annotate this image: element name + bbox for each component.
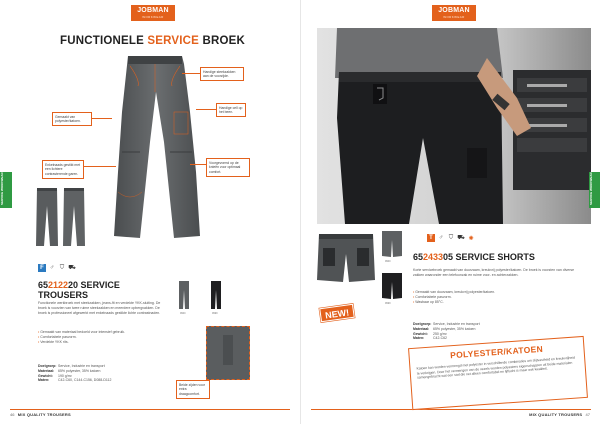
fabric-detail-image — [206, 326, 250, 380]
thumb-black — [210, 280, 222, 310]
list-item: • Wasbaar op 85°C. — [413, 300, 583, 305]
annotation-knees: Voorgevormd op de knieën voor optimaal comfort. — [206, 158, 250, 177]
male-icon: ♂ — [438, 235, 444, 241]
thumb-grey — [178, 280, 190, 310]
wash-temp-icon: ⛟ — [68, 265, 76, 271]
care-icons-left — [38, 264, 76, 272]
leader-line — [196, 109, 216, 110]
care-icons-right — [427, 234, 475, 242]
product-description-trousers: Functionele werkbroek met steekzakken, jeans-fit en verdekte YKK-sluiting. De broek is voorzien van twee ruime steekzakken en meerdere opbergvakken. De broek is professioneel afgewerkt met enkelnaads gestikte lichte contrastnaden. — [38, 301, 161, 315]
product-code-shorts: 65243305 SERVICE SHORTS — [413, 252, 535, 262]
type-icon: T — [427, 234, 435, 242]
page-number: 47 — [585, 412, 590, 417]
side-tab-left: SERVICE WORKWEAR — [0, 172, 12, 208]
callout-text: Katoen kan worden vermengd met polyester in verschillende combinaties om slijtvastheid en kreukvrijheid te verkrijgen. Door het vermengen van de vezels worden polyesters eigenschappen uit beide materialen samengebracht wat een stof die net alleen comfortabel en lijflucht is maar ook kwaliteit. — [416, 355, 575, 380]
callout-title: POLYESTER/KATOEN — [449, 343, 544, 361]
feature-list-shorts — [413, 290, 583, 304]
leader-line — [92, 118, 112, 119]
worker-photo — [317, 28, 591, 224]
feature-list-trousers — [38, 330, 168, 344]
fit-icon: F — [38, 264, 46, 272]
annotation-material: Gemaakt van polyester/katoen. — [52, 112, 92, 126]
trousers-main-image — [100, 52, 210, 242]
footer-right — [529, 412, 590, 417]
annotation-cell-pocket: Handige cell op het been. — [216, 103, 246, 117]
hi-vis-icon: ✺ — [468, 235, 474, 242]
list-item: • Comfortabele pasvorm. — [38, 335, 168, 340]
product-description-shorts: Korte servicebroek gemaakt van duurzaam, kreukvrij polyester/katoen. De broek is voorzien van diverse zakken waaronder een telefoonzak en ruime voor- en achterzakken. — [413, 268, 575, 277]
jobman-logo: JOBMAN WORKWEAR — [432, 5, 476, 21]
wash-temp-icon: ⛟ — [457, 235, 465, 241]
shorts-thumb-grey — [381, 230, 403, 258]
product-code-trousers: 65212220 SERVICE TROUSERS — [38, 280, 120, 300]
list-item: • Gemaakt van duurzaam, kreukvrij polyester/katoen. — [413, 290, 583, 295]
footer-left — [10, 412, 71, 417]
annotation-detail: Beide zijden voor extra draagcomfort. — [176, 380, 210, 399]
footer-title: MIX QUALITY TROUSERS — [529, 412, 583, 417]
leader-line — [182, 73, 200, 74]
polyester-katoen-callout — [408, 336, 588, 410]
male-icon: ♂ — [49, 265, 55, 271]
footer-title: MIX QUALITY TROUSERS — [17, 412, 71, 417]
footer-rule — [10, 409, 290, 410]
leader-line — [84, 166, 116, 167]
left-page: JOBMAN WORKWEAR FUNCTIONELE SERVICE BROEK Handige steekzakken aan de voorzijde. Handige cell op het been. Gemaakt van polyester/katoen. Voorgevormd op de knieën voor optimaal comfort. Enkelnaads gestikt met een lichtere contrasterende garen. SERVICE WORKWEAR F ♂ ⛉ ⛟ 65212220 SERVICE TROUSERS Functionele werkbroek met steekzakken, jeans-fit en verdekte YKK-sluiting. De broek is voorzien van twee ruime steekzakken en meerdere opbergvakken. De broek is professioneel afgewerkt met enkelnaads gestikte lichte contrastnaden. • Gemaakt van materiaal bedoeld voor intensief gebruik. • Comfortabele pasvorm. • Verdekte YKK rits. Doelgroep: Service, Industrie en transport Materiaal: 65% polyester, 35% katoen Gewicht: 190 g/m² Maten: C42-C60, C144-C156, D088-D112 9900 9999 Beide zijden voor extra draagcomfort. 46 MIX QUALITY TROUSERS — [0, 0, 300, 424]
side-tab-right: SERVICE WORKWEAR — [589, 172, 600, 208]
leader-line — [190, 164, 206, 165]
new-badge: NEW! — [319, 304, 355, 323]
list-item: • Verdekte YKK rits. — [38, 340, 168, 345]
list-item: • Gemaakt van materiaal bedoeld voor intensief gebruik. — [38, 330, 168, 335]
page-headline: FUNCTIONELE SERVICE BROEK — [60, 35, 245, 47]
jobman-logo: JOBMAN WORKWEAR — [131, 5, 175, 21]
page-number: 46 — [10, 412, 15, 417]
footer-rule — [311, 409, 591, 410]
right-page: JOBMAN WORKWEAR SERVICE WORKWEAR 9900 9999 T ♂ ⛉ ⛟ ✺ 65243305 SERVICE SHORTS Korte servicebroek gemaakt van duurzaam, kreukvrij polyester/katoen. De broek is voorzien van diverse zakken waaronder een telefoonzak en ruime voor- en achterzakken. • Gemaakt van duurzaam, kreukvrij polyester/katoen. • Comfortabele pasvorm. • Wasbaar op 85°C. Doelgroep: Service, Industrie en transport Materiaal: 65% polyester, 35% katoen Gewicht: 250 g/m² Maten: C42-C62 MIX QUALITY TROUSERS 47 — [300, 0, 600, 424]
wash-icon: ⛉ — [448, 234, 454, 241]
annotation-front-pockets: Handige steekzakken aan de voorzijde. — [200, 67, 244, 81]
spec-table-trousers: Doelgroep: Service, Industrie en transport Materiaal: 65% polyester, 35% katoen Gewicht: 190 g/m² Maten: C42-C60, C144-C156, D088-D112 — [38, 364, 112, 383]
spec-table-shorts: Doelgroep: Service, Industrie en transport Materiaal: 65% polyester, 35% katoen Gewicht: 250 g/m² Maten: C42-C62 — [413, 322, 480, 341]
shorts-main-image — [315, 230, 377, 286]
list-item: • Comfortabele pasvorm. — [413, 295, 583, 300]
shorts-thumb-black — [381, 272, 403, 300]
trousers-front-back-image — [34, 186, 88, 248]
annotation-stitching: Enkelnaads gestikt met een lichtere contrasterende garen. — [42, 160, 84, 179]
wash-icon: ⛉ — [59, 264, 65, 271]
